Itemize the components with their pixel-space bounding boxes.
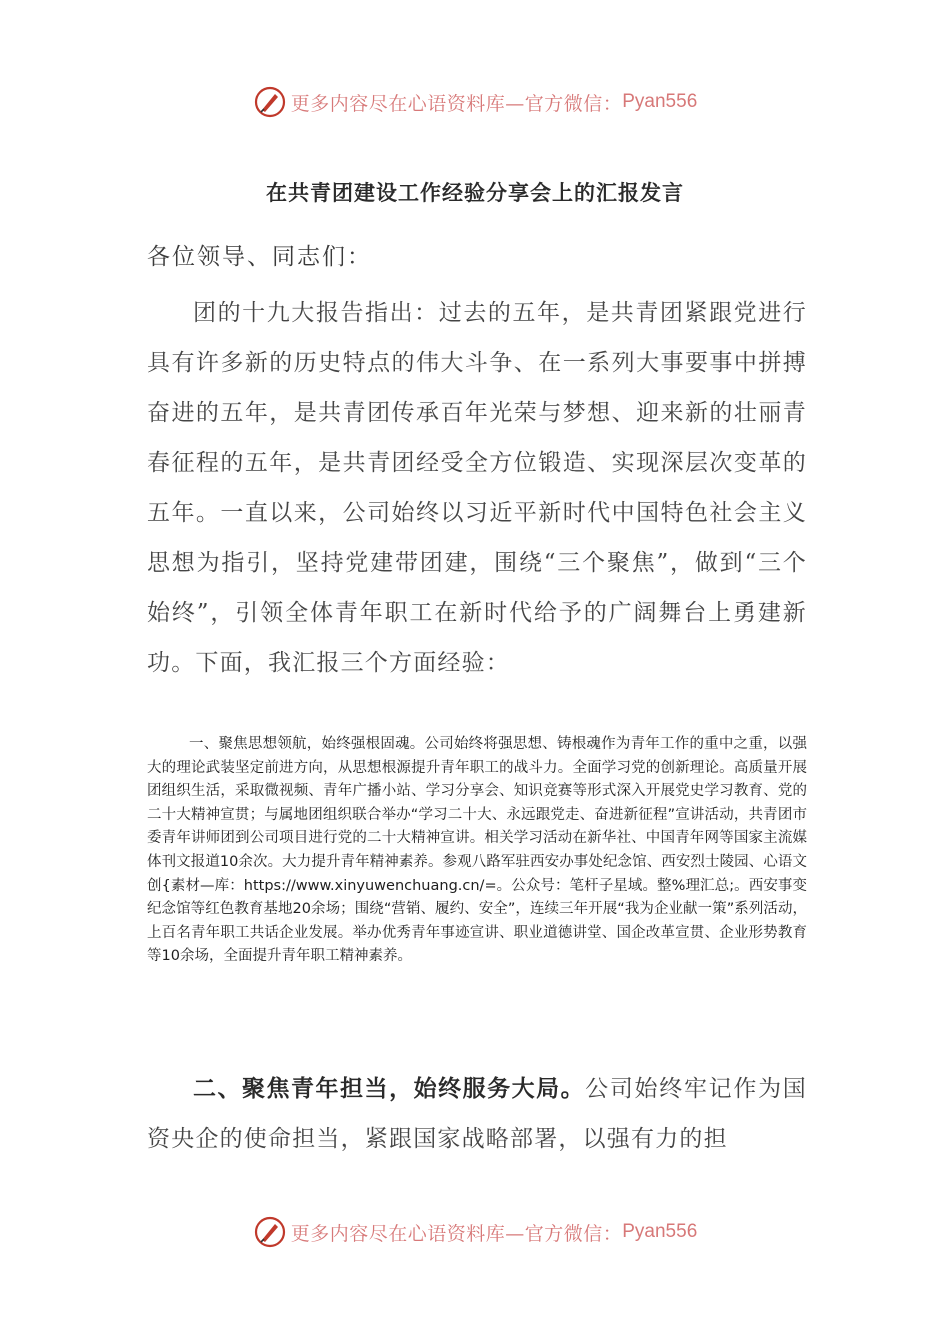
document-title: 在共青团建设工作经验分享会上的汇报发言 xyxy=(266,181,684,205)
paragraph-intro: 团的十九大报告指出：过去的五年，是共青团紧跟党进行具有许多新的历史特点的伟大斗争、在一系列大事要事中拼搏奋进的五年，是共青团传承百年光荣与梦想、迎来新的壮丽青春征程的五年，是共青团经受全方位锻造、实现深层次变革的五年。一直以来，公司始终以习近平新时代中国特色社会主义思想为指引，坚持党建带团建，围绕“三个聚焦”，做到“三个始终”，引领全体青年职工在新时代给予的广阔舞台上勇建新功。下面，我汇报三个方面经验： xyxy=(147,300,807,676)
banner-wechat-id: Pyan556 xyxy=(622,91,698,112)
banner-text: 更多内容尽在心语资料库—官方微信： xyxy=(290,1222,623,1245)
paragraph-section-two xyxy=(147,1064,807,1164)
header-watermark-banner xyxy=(0,82,950,122)
banner-wechat-id: Pyan556 xyxy=(622,1221,698,1242)
salutation: 各位领导、同志们： xyxy=(147,244,372,270)
quill-logo-icon xyxy=(253,1215,287,1249)
section-two-heading: 二、聚焦青年担当，始终服务大局。 xyxy=(193,1076,586,1102)
paragraph-section-one: 一、聚焦思想领航，始终强根固魂。公司始终将强思想、铸根魂作为青年工作的重中之重，以强大的理论武装坚定前进方向，从思想根源提升青年职工的战斗力。全面学习党的创新理论。高质量开展团组织生活，采取微视频、青年广播小站、学习分享会、知识竞赛等形式深入开展党史学习教育、党的二十大精神宣贯；与属地团组织联合举办“学习二十大、永远跟党走、奋进新征程”宣讲活动，共青团市委青年讲师团到公司项目进行党的二十大精神宣讲。相关学习活动在新华社、中国青年网等国家主流媒体刊文报道10余次。大力提升青年精神素养。参观八路军驻西安办事处纪念馆、西安烈士陵园、心语文创{素材—库：https://www.xinyuwenchuang.cn/=。公众号：笔杆子星域。整%理汇总;。西安事变纪念馆等红色教育基地20余场；围绕“营销、履约、安全”，连续三年开展“我为企业献一策”系列活动，上百名青年职工共话企业发展。举办优秀青年事迹宣讲、职业道德讲堂、国企改革宣贯、企业形势教育等10余场，全面提升青年职工精神素养。 xyxy=(147,736,807,965)
footer-watermark-banner xyxy=(0,1212,950,1252)
section-two-body: 公司始终牢记作为国资央企的使命担当，紧跟国家战略部署，以强有力的担 xyxy=(147,1076,807,1152)
banner-text: 更多内容尽在心语资料库—官方微信： xyxy=(290,92,623,115)
quill-logo-icon xyxy=(253,85,287,119)
